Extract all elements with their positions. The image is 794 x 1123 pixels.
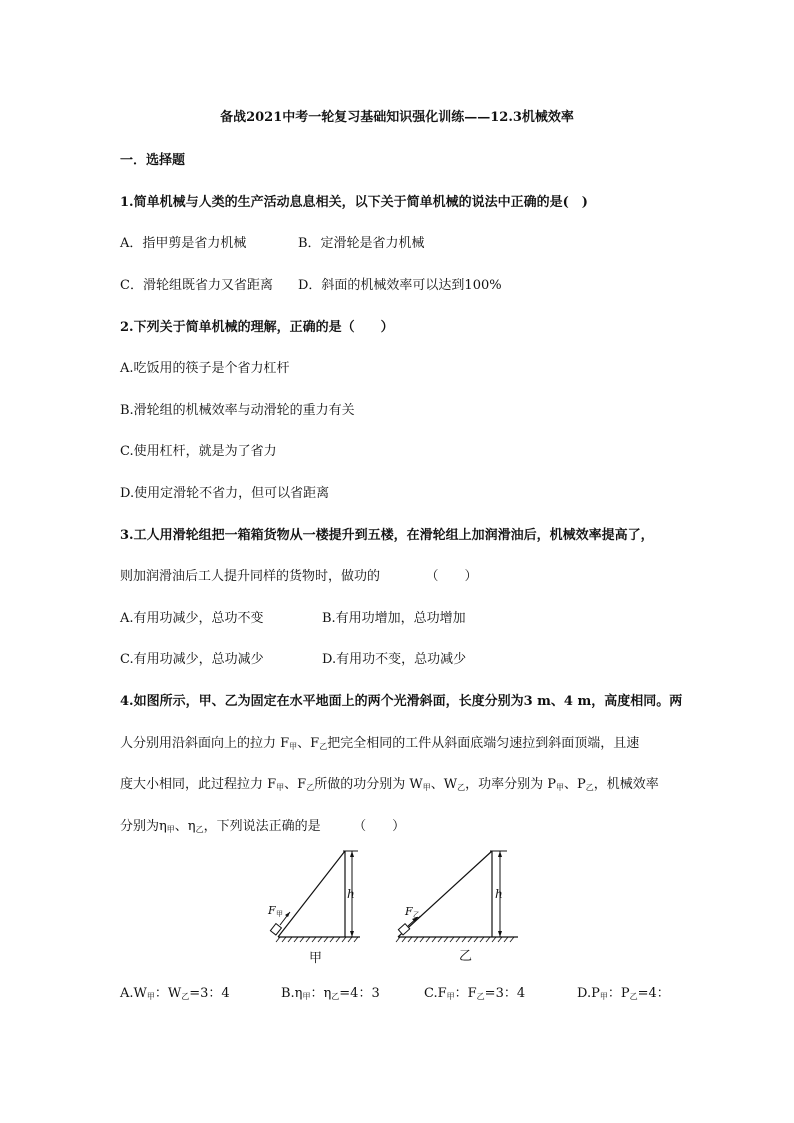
question-2-stem: 2.下列关于简单机械的理解，正确的是（ ） (120, 320, 394, 335)
incline-jia (267, 851, 360, 966)
question-1-stem: 1.简单机械与人类的生产活动息息相关，以下关于简单机械的说法中正确的是( ) (120, 195, 588, 210)
question-4-option-a: $A.W_甲$：$W_乙=3$：4 (120, 986, 230, 1001)
document-title: 备战2021中考一轮复习基础知识强化训练——12.3机械效率 (220, 110, 574, 125)
question-3-option-a: A.有用功减少，总功不变 (120, 611, 264, 626)
question-1-option-a: A．指甲剪是省力机械 (120, 236, 247, 251)
question-4-option-d: $D.P_甲$：$P_乙=4$： (577, 986, 670, 1001)
question-3-option-d: D.有用功不变，总功减少 (322, 652, 467, 667)
question-2-option-b: B.滑轮组的机械效率与动滑轮的重力有关 (120, 403, 355, 418)
question-1-option-b: B．定滑轮是省力机械 (298, 236, 425, 251)
incline-yi (396, 851, 518, 964)
height-jia-label: h (347, 887, 355, 901)
question-4-option-c: $C.F_甲$：$F_乙=3$：4 (424, 986, 526, 1001)
question-2-option-c: C.使用杠杆，就是为了省力 (120, 444, 277, 459)
question-1-option-d: D．斜面的机械效率可以达到100% (298, 278, 502, 293)
force-jia-label: F (268, 904, 276, 917)
question-1-option-c: C．滑轮组既省力又省距离 (120, 278, 273, 293)
question-3-stem-line-2: 则加润滑油后工人提升同样的货物时，做功的 （ ） (120, 569, 478, 584)
force-yi-label: F (405, 905, 413, 918)
force-yi-subscript: 乙 (413, 911, 420, 919)
question-2-option-a: A.吃饭用的筷子是个省力杠杆 (120, 361, 290, 376)
force-jia-subscript: 甲 (276, 910, 283, 918)
question-4-stem-line-2: 人分别用沿斜面向上的拉力 $F_甲$、$F_乙$把完全相同的工件从斜面底端匀速拉到斜面顶端，且速 (120, 736, 640, 751)
caption-yi: 乙 (459, 949, 473, 964)
caption-jia: 甲 (309, 951, 323, 966)
question-3-option-b: B.有用功增加，总功增加 (322, 611, 466, 626)
question-3-option-c: C.有用功减少，总功减少 (120, 652, 264, 667)
question-4-stem-line-1: 4.如图所示，甲、乙为固定在水平地面上的两个光滑斜面，长度分别为3 m、4 m，高度相同。两 (120, 694, 683, 709)
question-4-stem-line-4: 分别为$\eta_甲$、$\eta_乙$，下列说法正确的是 （ ） (120, 819, 406, 834)
question-2-option-d: D.使用定滑轮不省力，但可以省距离 (120, 486, 330, 501)
question-4-option-b: $B.\eta_甲$：$\eta_乙=4$：3 (281, 986, 380, 1001)
question-3-stem-line-1: 3.工人用滑轮组把一箱箱货物从一楼提升到五楼，在滑轮组上加润滑油后，机械效率提高了， (120, 528, 654, 543)
height-yi-label: h (495, 887, 503, 901)
section-heading: 一．选择题 (120, 153, 186, 168)
question-4-stem-line-3: 度大小相同，此过程拉力 $F_甲$、$F_乙$所做的功分别为 $W_甲$、$W_乙$，功率分别为 $P_甲$、$P_乙$，机械效率 (120, 777, 659, 792)
